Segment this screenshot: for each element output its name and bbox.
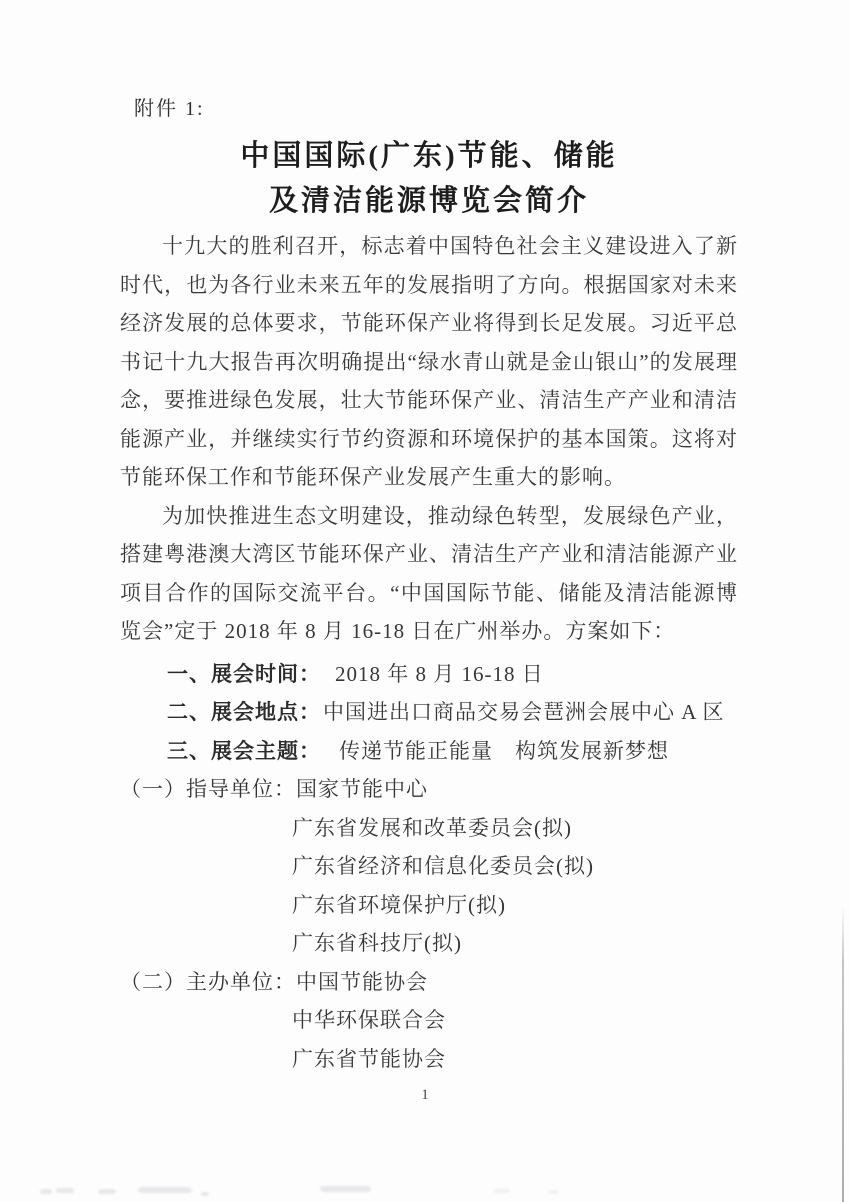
org-row <box>120 1040 738 1079</box>
org-name: 国家节能中心 <box>296 777 428 801</box>
org-label-spacer <box>120 886 292 925</box>
org-row <box>120 963 738 1002</box>
org-row <box>120 924 738 963</box>
org-name: 广东省科技厅(拟) <box>292 931 462 955</box>
org-label-spacer <box>120 1040 292 1079</box>
item-label: 展会地点： <box>211 700 321 724</box>
org-name: 中华环保联合会 <box>292 1008 446 1032</box>
paragraph-2: 为加快推进生态文明建设，推动绿色转型，发展绿色产业，搭建粤港澳大湾区节能环保产业、清洁生产产业和清洁能源产业项目合作的国际交流平台。“中国国际节能、储能及清洁能源博览会”定于 2018 年 8 月 16-18 日在广州举办。方案如下： <box>120 503 738 643</box>
document-body <box>120 227 738 1078</box>
scan-smudge <box>548 1190 558 1194</box>
org-row <box>120 770 738 809</box>
attachment-label: 附件 1: <box>134 98 205 120</box>
org-name: 中国节能协会 <box>296 969 428 994</box>
org-row <box>120 1001 738 1040</box>
item-number: 三、 <box>167 738 211 763</box>
org-label-spacer <box>120 847 292 886</box>
item-number: 一、 <box>167 661 211 686</box>
document-title-line-2: 及清洁能源博览会简介 <box>268 185 589 217</box>
org-section-host <box>120 963 738 1079</box>
scan-smudge <box>138 1187 192 1193</box>
org-label-spacer <box>120 809 292 848</box>
org-row <box>120 809 738 848</box>
numbered-item-venue <box>120 693 738 732</box>
item-value: 2018 年 8 月 16-18 日 <box>335 661 544 686</box>
org-section-label: （一）指导单位： <box>120 777 296 801</box>
paragraph-1: 十九大的胜利召开，标志着中国特色社会主义建设进入了新时代，也为各行业未来五年的发展指明了方向。根据国家对未来经济发展的总体要求，节能环保产业将得到长足发展。习近平总书记十九大报告再次明确提出“绿水青山就是金山银山”的发展理念，要推进绿色发展，壮大节能环保产业、清洁生产产业和清洁能源产业，并继续实行节约资源和环境保护的基本国策。这将对节能环保工作和节能环保产业发展产生重大的影响。 <box>120 234 738 489</box>
org-label-spacer <box>120 1001 292 1040</box>
scan-smudge <box>320 1186 371 1192</box>
item-label: 展会时间： <box>211 661 321 686</box>
scan-smudge <box>98 1189 116 1194</box>
org-name: 广东省节能协会 <box>292 1046 446 1071</box>
org-row <box>120 886 738 925</box>
org-name: 广东省经济和信息化委员会(拟) <box>292 854 594 878</box>
org-label-spacer <box>120 924 292 963</box>
document-title <box>120 134 738 224</box>
item-number: 二、 <box>167 700 211 724</box>
org-row <box>120 847 738 886</box>
org-section-label: （二）主办单位： <box>120 969 296 994</box>
scan-smudge <box>56 1188 74 1193</box>
scan-edge-line <box>842 905 844 1202</box>
numbered-item-time <box>120 655 738 694</box>
org-section-guidance <box>120 770 738 963</box>
numbered-item-list <box>120 655 738 771</box>
org-name: 广东省环境保护厅(拟) <box>292 892 506 917</box>
item-value: 传递节能正能量 构筑发展新梦想 <box>339 738 669 763</box>
scan-smudge <box>494 1189 510 1193</box>
page-number: 1 <box>421 1087 429 1103</box>
numbered-item-theme <box>120 732 738 771</box>
item-value: 中国进出口商品交易会琶洲会展中心 A 区 <box>323 700 725 724</box>
document-title-line-1: 中国国际(广东)节能、储能 <box>240 140 618 172</box>
scan-smudge <box>40 1189 52 1194</box>
scan-smudge <box>201 1192 209 1196</box>
item-label: 展会主题： <box>211 738 321 763</box>
org-name: 广东省发展和改革委员会(拟) <box>292 815 572 840</box>
